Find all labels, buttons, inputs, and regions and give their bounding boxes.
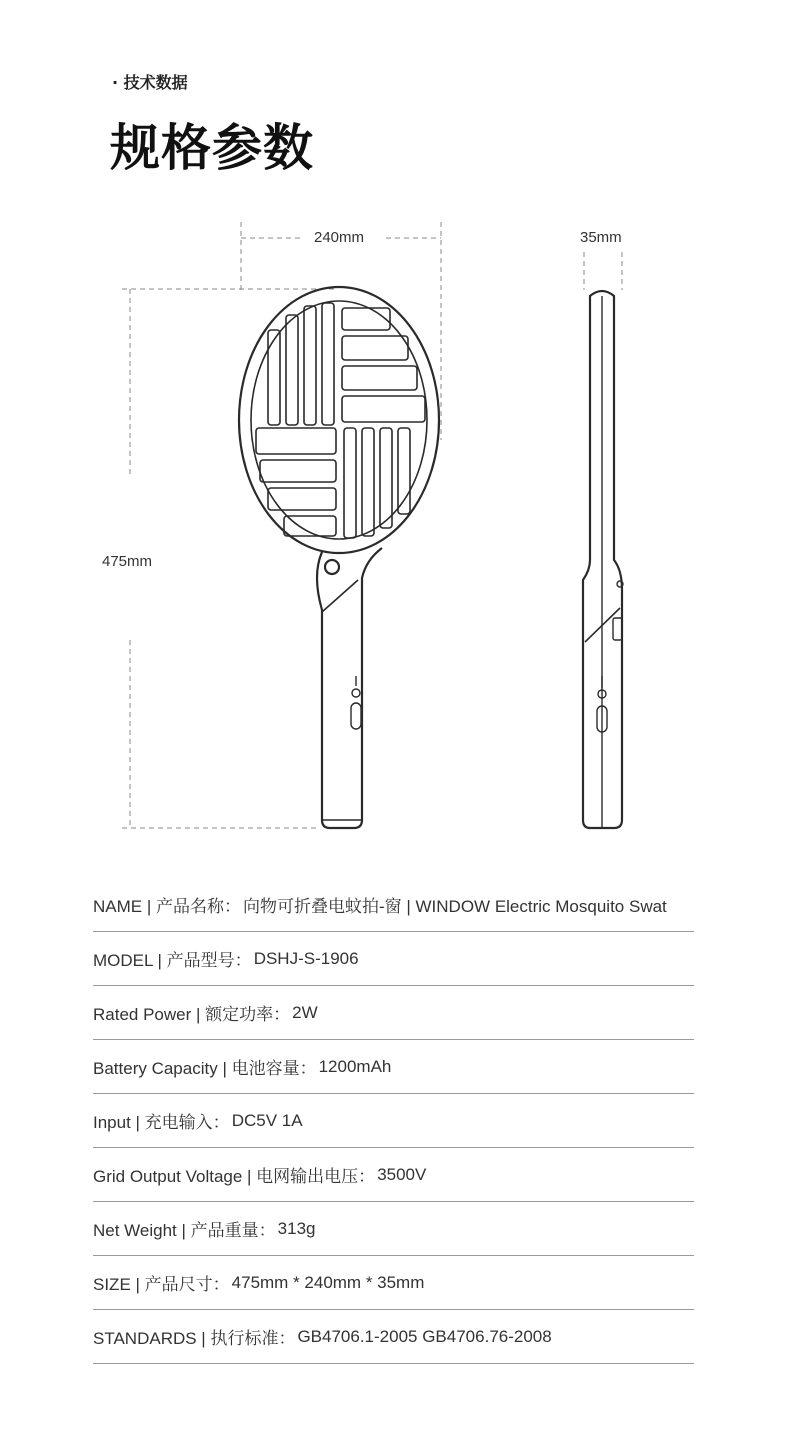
spec-table <box>93 878 694 1364</box>
spec-row-size <box>93 1256 694 1310</box>
spec-label: Grid Output Voltage | 电网输出电压： <box>93 1167 376 1186</box>
spec-label: STANDARDS | 执行标准： <box>93 1329 296 1348</box>
spec-value: 2W <box>292 1002 318 1022</box>
spec-label: Input | 充电输入： <box>93 1113 230 1132</box>
width-dimension-label: 240mm <box>314 229 365 246</box>
spec-row-grid-voltage <box>93 1148 694 1202</box>
spec-value: 3500V <box>377 1164 427 1184</box>
spec-label: MODEL | 产品型号： <box>93 951 252 970</box>
swatter-front-view <box>239 287 439 828</box>
spec-row-name <box>93 878 694 932</box>
spec-value: DSHJ-S-1906 <box>253 948 359 968</box>
spec-row-standards <box>93 1310 694 1364</box>
depth-dimension-label: 35mm <box>580 229 622 246</box>
spec-label: Battery Capacity | 电池容量： <box>93 1059 317 1078</box>
spec-value: 1200mAh <box>318 1056 392 1076</box>
height-dimension-label: 475mm <box>102 553 153 570</box>
page-title: 规格参数 <box>110 119 314 177</box>
spec-label: Rated Power | 额定功率： <box>93 1005 291 1024</box>
spec-value: GB4706.1-2005 GB4706.76-2008 <box>297 1326 552 1346</box>
spec-row-input <box>93 1094 694 1148</box>
spec-label: SIZE | 产品尺寸： <box>93 1275 230 1294</box>
spec-value: 475mm * 240mm * 35mm <box>231 1272 425 1292</box>
section-eyebrow: · 技术数据 <box>112 73 188 92</box>
spec-row-weight <box>93 1202 694 1256</box>
spec-row-rated-power <box>93 986 694 1040</box>
spec-row-battery <box>93 1040 694 1094</box>
spec-value: DC5V 1A <box>231 1110 303 1130</box>
spec-value: 向物可折叠电蚊拍-窗 | WINDOW Electric Mosquito Swat <box>242 897 667 916</box>
swatter-side-view <box>583 291 623 828</box>
spec-row-model <box>93 932 694 986</box>
spec-label: Net Weight | 产品重量： <box>93 1221 276 1240</box>
spec-value: 313g <box>277 1218 316 1238</box>
spec-label: NAME | 产品名称： <box>93 897 241 916</box>
